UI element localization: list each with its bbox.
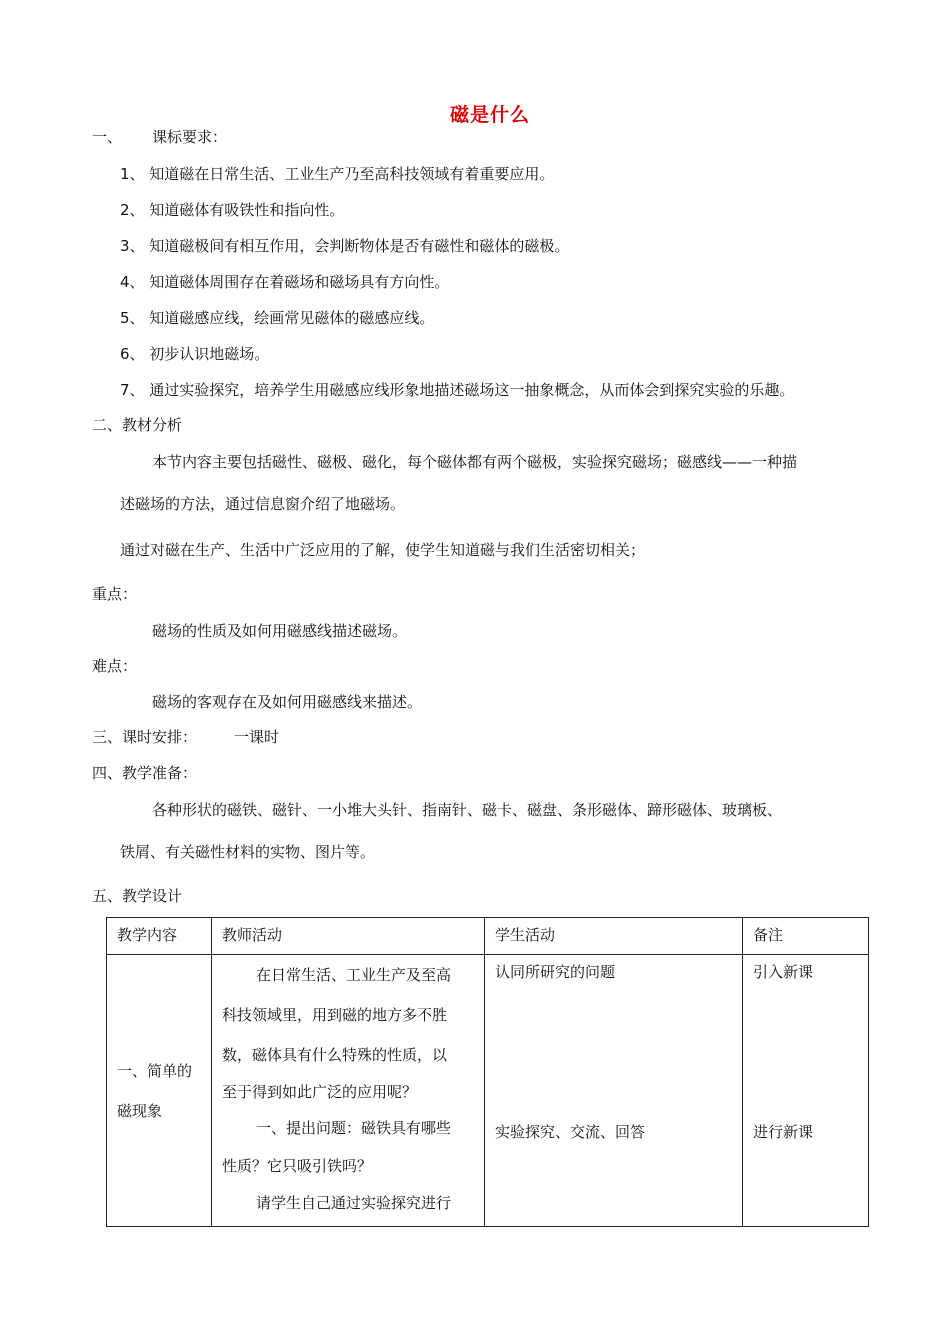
teaching-design-table	[106, 917, 868, 1227]
content-line-2: 磁现象	[117, 1101, 163, 1120]
analysis-paragraph-2: 通过对磁在生产、生活中广泛应用的了解，使学生知道磁与我们生活密切相关；	[120, 541, 646, 559]
header-content: 教学内容	[107, 918, 212, 955]
preparation-line-2: 铁屑、有关磁性材料的实物、图片等。	[120, 843, 376, 861]
teacher-line-2: 科技领域里，用到磁的地方多不胜	[222, 1006, 448, 1024]
student-activity-2: 实验探究、交流、回答	[495, 1123, 646, 1141]
student-activity-1: 认同所研究的问题	[495, 963, 616, 981]
requirement-item-1: 1、 知道磁在日常生活、工业生产乃至高科技领域有着重要应用。	[120, 165, 555, 183]
teacher-cell	[212, 955, 485, 1227]
requirement-item-3: 3、 知道磁极间有相互作用，会判断物体是否有磁性和磁体的磁极。	[120, 237, 570, 255]
key-point-label: 重点：	[92, 585, 138, 603]
section-5-heading: 五、教学设计	[92, 887, 183, 905]
analysis-paragraph-line-2: 述磁场的方法，通过信息窗介绍了地磁场。	[120, 495, 406, 513]
teacher-line-3: 数，磁体具有什么特殊的性质，以	[222, 1046, 448, 1064]
student-cell	[485, 955, 743, 1227]
requirement-item-6: 6、 初步认识地磁场。	[120, 345, 270, 363]
content-cell	[107, 955, 212, 1227]
notes-cell	[743, 955, 869, 1227]
note-1: 引入新课	[753, 963, 814, 981]
teacher-line-7: 请学生自己通过实验探究进行	[256, 1194, 452, 1212]
teacher-line-1: 在日常生活、工业生产及至高	[256, 966, 452, 984]
requirement-item-2: 2、 知道磁体有吸铁性和指向性。	[120, 201, 345, 219]
section-1-label: 课标要求：	[152, 128, 228, 146]
header-teacher: 教师活动	[212, 918, 485, 955]
difficulty-label: 难点：	[92, 657, 138, 675]
note-2: 进行新课	[753, 1123, 814, 1141]
requirement-item-7: 7、 通过实验探究，培养学生用磁感应线形象地描述磁场这一抽象概念，从而体会到探究实验的乐趣。	[120, 381, 795, 399]
requirement-item-5: 5、 知道磁感应线，绘画常见磁体的磁感应线。	[120, 309, 435, 327]
preparation-line-1: 各种形状的磁铁、磁针、一小堆大头针、指南针、磁卡、磁盘、条形磁体、蹄形磁体、玻璃板、	[152, 801, 783, 819]
requirement-item-4: 4、 知道磁体周围存在着磁场和磁场具有方向性。	[120, 273, 450, 291]
section-1-heading	[92, 127, 227, 147]
content-line-1: 一、简单的	[117, 1061, 193, 1080]
header-notes: 备注	[743, 918, 869, 955]
teacher-line-6: 性质？它只吸引铁吗？	[222, 1157, 373, 1175]
analysis-paragraph-line-1: 本节内容主要包括磁性、磁极、磁化，每个磁体都有两个磁极，实验探究磁场；磁感线——一种描	[152, 453, 798, 471]
teacher-line-4: 至于得到如此广泛的应用呢？	[222, 1083, 418, 1101]
difficulty-text: 磁场的客观存在及如何用磁感线来描述。	[152, 693, 423, 711]
section-4-heading: 四、教学准备：	[92, 764, 198, 782]
lesson-count: 一课时	[234, 728, 280, 746]
page-title: 磁是什么	[449, 104, 530, 126]
teacher-line-5: 一、提出问题：磁铁具有哪些	[256, 1119, 452, 1137]
header-student: 学生活动	[485, 918, 743, 955]
table-row	[107, 955, 869, 1227]
table-header-row	[107, 918, 869, 955]
section-1-number: 一、	[92, 128, 123, 146]
section-2-heading: 二、教材分析	[92, 416, 183, 434]
key-point-text: 磁场的性质及如何用磁感线描述磁场。	[152, 622, 408, 640]
section-3-heading: 三、课时安排：	[92, 728, 198, 746]
